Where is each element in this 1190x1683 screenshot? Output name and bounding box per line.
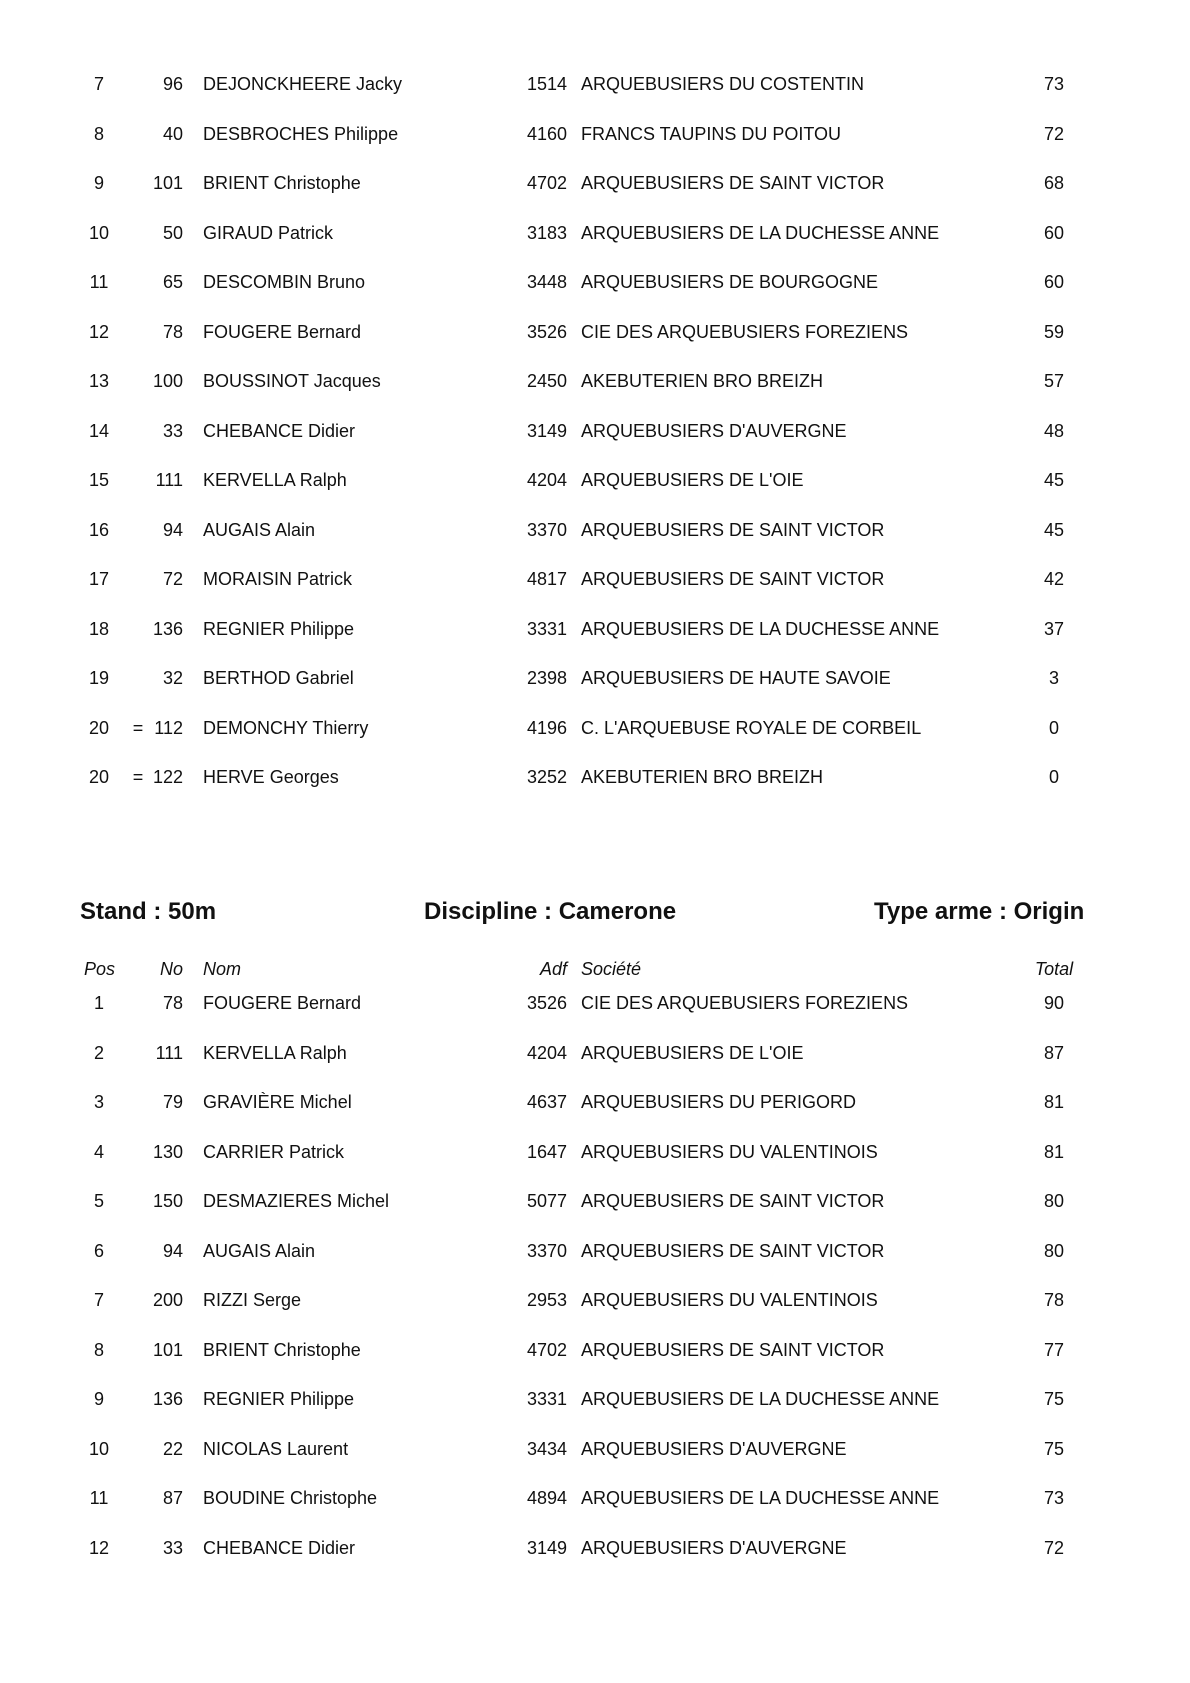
position-cell: 9 bbox=[93, 1389, 104, 1409]
bib-number-cell: 94 bbox=[162, 1240, 183, 1261]
shooter-name-cell: GRAVIÈRE Michel bbox=[203, 1092, 352, 1112]
adf-number-cell: 4702 bbox=[526, 1339, 567, 1360]
table-row bbox=[0, 218, 1190, 248]
position-cell: 15 bbox=[88, 470, 110, 490]
adf-number-cell: 4637 bbox=[526, 1092, 567, 1112]
adf-number-cell: 2398 bbox=[526, 668, 567, 688]
shooter-name-cell: KERVELLA Ralph bbox=[203, 470, 347, 490]
total-score-cell: 75 bbox=[1043, 1438, 1065, 1459]
bib-number-cell: 111 bbox=[155, 470, 183, 490]
position-cell: 11 bbox=[89, 272, 109, 292]
table-row bbox=[0, 416, 1190, 446]
shooter-name-cell: AUGAIS Alain bbox=[203, 1240, 316, 1261]
weapon-type-heading: Type arme : Origin bbox=[874, 898, 1085, 925]
total-score-cell: 60 bbox=[1043, 222, 1065, 243]
adf-number-cell: 1514 bbox=[526, 74, 567, 94]
shooter-name-cell: BOUDINE Christophe bbox=[203, 1488, 378, 1508]
total-score-cell: 78 bbox=[1043, 1290, 1065, 1310]
club-name-cell: AKEBUTERIEN BRO BREIZH bbox=[581, 767, 824, 787]
position-cell: 8 bbox=[93, 123, 104, 144]
shooter-name-cell: GIRAUD Patrick bbox=[203, 222, 334, 243]
column-header-nom: Nom bbox=[203, 959, 242, 979]
total-score-cell: 75 bbox=[1043, 1389, 1065, 1409]
position-cell: 13 bbox=[88, 371, 110, 391]
club-name-cell: ARQUEBUSIERS D'AUVERGNE bbox=[581, 420, 847, 441]
club-name-cell: ARQUEBUSIERS DE LA DUCHESSE ANNE bbox=[581, 1389, 940, 1409]
club-name-cell: ARQUEBUSIERS DE BOURGOGNE bbox=[581, 272, 879, 292]
table-row bbox=[0, 515, 1190, 545]
adf-number-cell: 4894 bbox=[526, 1488, 567, 1508]
club-name-cell: ARQUEBUSIERS DU PERIGORD bbox=[581, 1092, 857, 1112]
adf-number-cell: 3370 bbox=[526, 519, 567, 540]
shooter-name-cell: KERVELLA Ralph bbox=[203, 1042, 347, 1063]
column-header-adf: Adf bbox=[539, 959, 567, 979]
total-score-cell: 45 bbox=[1043, 470, 1065, 490]
total-score-cell: 80 bbox=[1043, 1191, 1065, 1211]
position-cell: 17 bbox=[88, 569, 110, 589]
bib-number-cell: 87 bbox=[162, 1488, 183, 1508]
position-cell: 19 bbox=[88, 668, 110, 688]
shooter-name-cell: BERTHOD Gabriel bbox=[203, 668, 354, 688]
total-score-cell: 73 bbox=[1043, 1488, 1065, 1508]
table-row bbox=[0, 1186, 1190, 1216]
adf-number-cell: 3149 bbox=[526, 420, 567, 441]
adf-number-cell: 3149 bbox=[526, 1537, 567, 1558]
shooter-name-cell: AUGAIS Alain bbox=[203, 519, 316, 540]
bib-number-cell: 136 bbox=[152, 618, 183, 639]
adf-number-cell: 3331 bbox=[526, 618, 567, 639]
table-row bbox=[0, 1087, 1190, 1117]
total-score-cell: 77 bbox=[1043, 1339, 1065, 1360]
club-name-cell: ARQUEBUSIERS DE LA DUCHESSE ANNE bbox=[581, 1488, 940, 1508]
club-name-cell: ARQUEBUSIERS DE SAINT VICTOR bbox=[581, 1240, 885, 1261]
table-row bbox=[0, 1137, 1190, 1167]
discipline-heading: Discipline : Camerone bbox=[424, 898, 677, 925]
total-score-cell: 0 bbox=[1048, 717, 1059, 738]
position-cell: 10 bbox=[88, 222, 110, 243]
table-row bbox=[0, 1236, 1190, 1266]
position-cell: 2 bbox=[93, 1042, 104, 1063]
club-name-cell: ARQUEBUSIERS D'AUVERGNE bbox=[581, 1537, 847, 1558]
position-cell: 5 bbox=[93, 1191, 104, 1211]
column-header-societe: Société bbox=[581, 959, 642, 979]
club-name-cell: CIE DES ARQUEBUSIERS FOREZIENS bbox=[581, 321, 909, 342]
position-cell: 18 bbox=[88, 618, 110, 639]
shooter-name-cell: FOUGERE Bernard bbox=[203, 993, 362, 1013]
shooter-name-cell: HERVE Georges bbox=[203, 767, 339, 787]
club-name-cell: ARQUEBUSIERS DE L'OIE bbox=[581, 470, 804, 490]
bib-number-cell: 79 bbox=[162, 1092, 183, 1112]
shooter-name-cell: DESBROCHES Philippe bbox=[203, 123, 399, 144]
column-header-pos: Pos bbox=[84, 959, 116, 979]
total-score-cell: 37 bbox=[1043, 618, 1065, 639]
adf-number-cell: 1647 bbox=[526, 1141, 567, 1162]
position-cell: 6 bbox=[93, 1240, 104, 1261]
tie-marker: = bbox=[132, 717, 144, 738]
adf-number-cell: 3434 bbox=[526, 1438, 567, 1459]
club-name-cell: ARQUEBUSIERS DE SAINT VICTOR bbox=[581, 519, 885, 540]
club-name-cell: FRANCS TAUPINS DU POITOU bbox=[581, 123, 842, 144]
total-score-cell: 45 bbox=[1043, 519, 1065, 540]
shooter-name-cell: CHEBANCE Didier bbox=[203, 1537, 356, 1558]
adf-number-cell: 3526 bbox=[526, 993, 567, 1013]
table-row bbox=[0, 1533, 1190, 1563]
total-score-cell: 87 bbox=[1043, 1042, 1065, 1063]
club-name-cell: C. L'ARQUEBUSE ROYALE DE CORBEIL bbox=[581, 717, 922, 738]
total-score-cell: 80 bbox=[1043, 1240, 1065, 1261]
shooter-name-cell: BRIENT Christophe bbox=[203, 1339, 361, 1360]
position-cell: 7 bbox=[93, 74, 104, 94]
table-row bbox=[0, 1483, 1190, 1513]
club-name-cell: ARQUEBUSIERS DE SAINT VICTOR bbox=[581, 1191, 885, 1211]
position-cell: 8 bbox=[93, 1339, 104, 1360]
table-row bbox=[0, 465, 1190, 495]
club-name-cell: ARQUEBUSIERS DE LA DUCHESSE ANNE bbox=[581, 618, 940, 639]
bib-number-cell: 72 bbox=[162, 569, 183, 589]
position-cell: 7 bbox=[93, 1290, 104, 1310]
shooter-name-cell: DEMONCHY Thierry bbox=[203, 717, 369, 738]
total-score-cell: 68 bbox=[1043, 173, 1065, 193]
adf-number-cell: 3448 bbox=[526, 272, 567, 292]
table-row bbox=[0, 762, 1190, 792]
bib-number-cell: 122 bbox=[152, 767, 183, 787]
club-name-cell: ARQUEBUSIERS DU VALENTINOIS bbox=[581, 1141, 878, 1162]
shooter-name-cell: CHEBANCE Didier bbox=[203, 420, 356, 441]
position-cell: 3 bbox=[93, 1092, 104, 1112]
position-cell: 10 bbox=[88, 1438, 110, 1459]
club-name-cell: CIE DES ARQUEBUSIERS FOREZIENS bbox=[581, 993, 909, 1013]
table-row bbox=[0, 119, 1190, 149]
bib-number-cell: 32 bbox=[162, 668, 183, 688]
position-cell: 12 bbox=[88, 321, 110, 342]
adf-number-cell: 4196 bbox=[526, 717, 567, 738]
total-score-cell: 73 bbox=[1043, 74, 1065, 94]
club-name-cell: ARQUEBUSIERS DE SAINT VICTOR bbox=[581, 173, 885, 193]
shooter-name-cell: REGNIER Philippe bbox=[203, 618, 355, 639]
bib-number-cell: 200 bbox=[152, 1290, 183, 1310]
table-row bbox=[0, 168, 1190, 198]
position-cell: 20 bbox=[88, 767, 110, 787]
shooter-name-cell: BOUSSINOT Jacques bbox=[203, 371, 381, 391]
club-name-cell: ARQUEBUSIERS DE SAINT VICTOR bbox=[581, 569, 885, 589]
shooter-name-cell: REGNIER Philippe bbox=[203, 1389, 355, 1409]
shooter-name-cell: MORAISIN Patrick bbox=[203, 569, 353, 589]
total-score-cell: 59 bbox=[1043, 321, 1065, 342]
bib-number-cell: 40 bbox=[162, 123, 183, 144]
adf-number-cell: 3370 bbox=[526, 1240, 567, 1261]
table-row bbox=[0, 1038, 1190, 1068]
total-score-cell: 42 bbox=[1043, 569, 1065, 589]
bib-number-cell: 112 bbox=[154, 717, 183, 738]
column-header-no: No bbox=[159, 959, 183, 979]
shooter-name-cell: BRIENT Christophe bbox=[203, 173, 361, 193]
shooter-name-cell: DESCOMBIN Bruno bbox=[203, 272, 366, 292]
bib-number-cell: 136 bbox=[152, 1389, 183, 1409]
position-cell: 11 bbox=[89, 1488, 109, 1508]
bib-number-cell: 65 bbox=[162, 272, 183, 292]
total-score-cell: 81 bbox=[1043, 1141, 1065, 1162]
bib-number-cell: 130 bbox=[152, 1141, 183, 1162]
table-row bbox=[0, 366, 1190, 396]
bib-number-cell: 96 bbox=[162, 74, 183, 94]
column-header-total: Total bbox=[1034, 959, 1074, 979]
adf-number-cell: 4817 bbox=[526, 569, 567, 589]
adf-number-cell: 4204 bbox=[526, 1042, 567, 1063]
shooter-name-cell: FOUGERE Bernard bbox=[203, 321, 362, 342]
table-row bbox=[0, 713, 1190, 743]
bib-number-cell: 111 bbox=[155, 1042, 183, 1063]
bib-number-cell: 101 bbox=[152, 173, 183, 193]
total-score-cell: 0 bbox=[1048, 767, 1059, 787]
table-row bbox=[0, 564, 1190, 594]
adf-number-cell: 5077 bbox=[526, 1191, 567, 1211]
club-name-cell: ARQUEBUSIERS DE LA DUCHESSE ANNE bbox=[581, 222, 940, 243]
total-score-cell: 3 bbox=[1048, 668, 1059, 688]
table-row bbox=[0, 69, 1190, 99]
table-row bbox=[0, 614, 1190, 644]
position-cell: 1 bbox=[93, 993, 104, 1013]
table-row bbox=[0, 663, 1190, 693]
position-cell: 4 bbox=[93, 1141, 104, 1162]
table-row bbox=[0, 1285, 1190, 1315]
total-score-cell: 90 bbox=[1043, 993, 1065, 1013]
total-score-cell: 81 bbox=[1043, 1092, 1065, 1112]
adf-number-cell: 2450 bbox=[526, 371, 567, 391]
club-name-cell: ARQUEBUSIERS DE HAUTE SAVOIE bbox=[581, 668, 891, 688]
tie-marker: = bbox=[132, 767, 144, 787]
bib-number-cell: 33 bbox=[162, 420, 183, 441]
table-row bbox=[0, 1335, 1190, 1365]
bib-number-cell: 150 bbox=[152, 1191, 183, 1211]
adf-number-cell: 4204 bbox=[526, 470, 567, 490]
table-row bbox=[0, 988, 1190, 1018]
shooter-name-cell: CARRIER Patrick bbox=[203, 1141, 345, 1162]
position-cell: 14 bbox=[88, 420, 110, 441]
table-row bbox=[0, 1384, 1190, 1414]
adf-number-cell: 4702 bbox=[526, 173, 567, 193]
position-cell: 9 bbox=[93, 173, 104, 193]
stand-heading: Stand : 50m bbox=[80, 898, 217, 925]
bib-number-cell: 78 bbox=[162, 993, 183, 1013]
adf-number-cell: 3183 bbox=[526, 222, 567, 243]
position-cell: 20 bbox=[88, 717, 110, 738]
table-row bbox=[0, 317, 1190, 347]
club-name-cell: ARQUEBUSIERS D'AUVERGNE bbox=[581, 1438, 847, 1459]
bib-number-cell: 50 bbox=[162, 222, 183, 243]
adf-number-cell: 4160 bbox=[526, 123, 567, 144]
position-cell: 12 bbox=[88, 1537, 110, 1558]
bib-number-cell: 100 bbox=[152, 371, 183, 391]
table-row bbox=[0, 267, 1190, 297]
club-name-cell: ARQUEBUSIERS DU COSTENTIN bbox=[581, 74, 865, 94]
shooter-name-cell: DESMAZIERES Michel bbox=[203, 1191, 390, 1211]
adf-number-cell: 2953 bbox=[526, 1290, 567, 1310]
total-score-cell: 72 bbox=[1043, 1537, 1065, 1558]
total-score-cell: 72 bbox=[1043, 123, 1065, 144]
club-name-cell: ARQUEBUSIERS DE SAINT VICTOR bbox=[581, 1339, 885, 1360]
bib-number-cell: 78 bbox=[162, 321, 183, 342]
bib-number-cell: 94 bbox=[162, 519, 183, 540]
position-cell: 16 bbox=[88, 519, 110, 540]
total-score-cell: 57 bbox=[1043, 371, 1065, 391]
table-row bbox=[0, 1434, 1190, 1464]
shooter-name-cell: RIZZI Serge bbox=[203, 1290, 302, 1310]
adf-number-cell: 3331 bbox=[526, 1389, 567, 1409]
column-header-row bbox=[0, 956, 1190, 982]
shooter-name-cell: DEJONCKHEERE Jacky bbox=[203, 74, 403, 94]
total-score-cell: 48 bbox=[1043, 420, 1065, 441]
club-name-cell: AKEBUTERIEN BRO BREIZH bbox=[581, 371, 824, 391]
shooter-name-cell: NICOLAS Laurent bbox=[203, 1438, 349, 1459]
bib-number-cell: 22 bbox=[162, 1438, 183, 1459]
total-score-cell: 60 bbox=[1043, 272, 1065, 292]
club-name-cell: ARQUEBUSIERS DU VALENTINOIS bbox=[581, 1290, 878, 1310]
bib-number-cell: 101 bbox=[152, 1339, 183, 1360]
club-name-cell: ARQUEBUSIERS DE L'OIE bbox=[581, 1042, 804, 1063]
adf-number-cell: 3526 bbox=[526, 321, 567, 342]
bib-number-cell: 33 bbox=[162, 1537, 183, 1558]
adf-number-cell: 3252 bbox=[526, 767, 567, 787]
